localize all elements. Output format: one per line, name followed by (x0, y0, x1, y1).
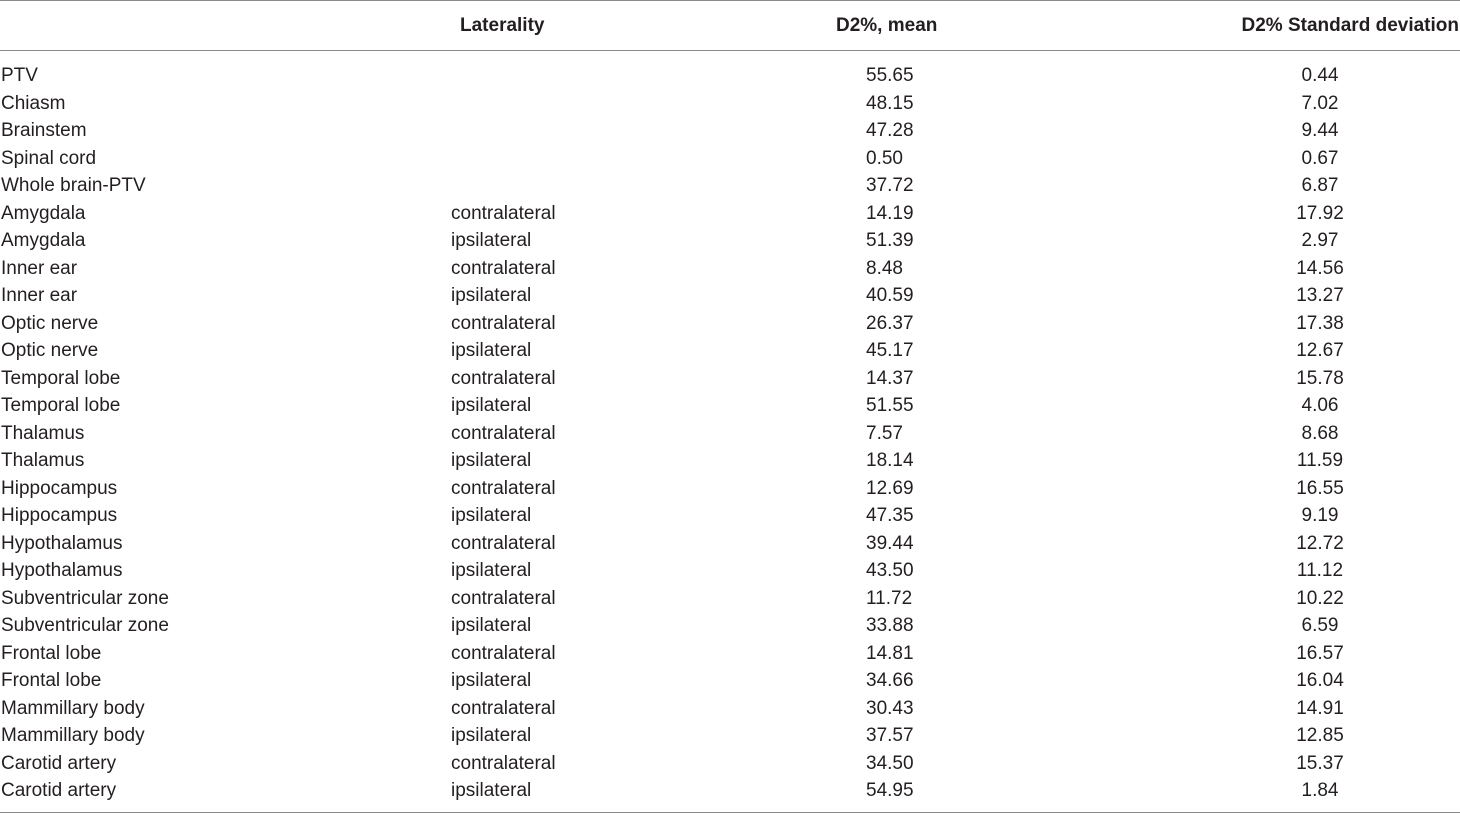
table-row (0, 722, 1460, 750)
structure-cell: Subventricular zone (1, 615, 169, 636)
d2-sd-cell: 16.55 (1296, 477, 1344, 499)
laterality-cell: contralateral (451, 587, 556, 609)
d2-sd-cell: 15.37 (1296, 752, 1344, 774)
table-row (0, 337, 1460, 365)
laterality-cell: ipsilateral (451, 615, 532, 636)
laterality-cell: contralateral (451, 202, 556, 224)
structure-cell: Optic nerve (1, 340, 99, 361)
d2-mean-cell: 0.50 (866, 147, 903, 169)
structure-cell: Spinal cord (1, 147, 97, 169)
d2-sd-cell: 7.02 (1301, 92, 1339, 114)
structure-cell: Hypothalamus (1, 560, 123, 581)
laterality-cell: ipsilateral (451, 670, 532, 691)
table-row (0, 502, 1460, 530)
d2-sd-cell: 11.59 (1296, 450, 1344, 471)
table-row (0, 365, 1460, 393)
laterality-cell: contralateral (451, 312, 556, 334)
table-row (0, 62, 1460, 90)
d2-sd-cell: 4.06 (1301, 395, 1339, 416)
structure-cell: Brainstem (1, 120, 87, 141)
d2-sd-cell: 16.57 (1296, 642, 1344, 664)
laterality-cell: ipsilateral (451, 505, 532, 526)
d2-sd-cell: 8.68 (1301, 422, 1339, 444)
d2-sd-cell: 17.38 (1296, 312, 1344, 334)
d2-sd-cell: 15.78 (1296, 367, 1344, 389)
structure-cell: Thalamus (1, 422, 85, 444)
laterality-cell: ipsilateral (451, 285, 532, 306)
structure-cell: Temporal lobe (1, 367, 121, 389)
table-row (0, 750, 1460, 778)
table-body (0, 62, 1460, 805)
table-row (0, 117, 1460, 145)
d2-mean-cell: 48.15 (866, 92, 914, 114)
d2-sd-cell: 9.19 (1301, 505, 1339, 526)
structure-cell: Frontal lobe (1, 642, 102, 664)
d2-mean-cell: 18.14 (866, 450, 914, 471)
laterality-cell: contralateral (451, 532, 556, 554)
structure-cell: Optic nerve (1, 312, 99, 334)
table-row (0, 667, 1460, 695)
structure-cell: Temporal lobe (1, 395, 121, 416)
structure-cell: Amygdala (1, 202, 86, 224)
d2-sd-cell: 10.22 (1296, 587, 1344, 609)
d2-mean-cell: 11.72 (866, 587, 913, 609)
d2-mean-cell: 40.59 (866, 285, 914, 306)
d2-mean-cell: 14.19 (866, 202, 914, 224)
table-row (0, 695, 1460, 723)
table-row (0, 557, 1460, 585)
structure-cell: Hippocampus (1, 505, 118, 526)
d2-mean-cell: 33.88 (866, 615, 914, 636)
laterality-cell: contralateral (451, 422, 556, 444)
laterality-cell: ipsilateral (451, 340, 532, 361)
d2-mean-cell: 26.37 (866, 312, 914, 334)
laterality-cell: ipsilateral (451, 780, 532, 801)
table-row (0, 200, 1460, 228)
table-row (0, 310, 1460, 338)
laterality-cell: contralateral (451, 367, 556, 389)
laterality-cell: contralateral (451, 642, 556, 664)
d2-mean-cell: 51.55 (866, 395, 914, 416)
d2-mean-cell: 14.81 (866, 642, 914, 664)
table-row (0, 530, 1460, 558)
d2-sd-cell: 12.72 (1296, 532, 1344, 554)
d2-sd-cell: 12.67 (1296, 340, 1344, 361)
header-d2-sd: D2% Standard deviation (1241, 15, 1459, 36)
structure-cell: Mammillary body (1, 725, 145, 746)
d2-mean-cell: 55.65 (866, 65, 914, 86)
table-row (0, 447, 1460, 475)
d2-sd-cell: 12.85 (1296, 725, 1344, 746)
d2-mean-cell: 47.35 (866, 505, 914, 526)
d2-sd-cell: 13.27 (1296, 285, 1344, 306)
d2-mean-cell: 51.39 (866, 230, 914, 251)
structure-cell: Whole brain-PTV (1, 175, 146, 196)
structure-cell: Hypothalamus (1, 532, 123, 554)
table-row (0, 640, 1460, 668)
laterality-cell: ipsilateral (451, 450, 532, 471)
d2-sd-cell: 11.12 (1296, 560, 1344, 581)
d2-sd-cell: 1.84 (1301, 780, 1339, 801)
structure-cell: Frontal lobe (1, 670, 102, 691)
structure-cell: Carotid artery (1, 780, 117, 801)
table-row (0, 585, 1460, 613)
header-d2-mean: D2%, mean (836, 15, 938, 36)
d2-mean-cell: 47.28 (866, 120, 914, 141)
structure-cell: Hippocampus (1, 477, 118, 499)
d2-mean-cell: 34.66 (866, 670, 914, 691)
d2-sd-cell: 0.67 (1301, 147, 1339, 169)
d2-mean-cell: 34.50 (866, 752, 914, 774)
table-bottom-rule (0, 812, 1460, 813)
laterality-cell: ipsilateral (451, 395, 532, 416)
d2-mean-cell: 14.37 (866, 367, 914, 389)
d2-mean-cell: 12.69 (866, 477, 914, 499)
table-row (0, 612, 1460, 640)
structure-cell: Thalamus (1, 450, 85, 471)
table-header (0, 0, 1460, 50)
d2-sd-cell: 0.44 (1301, 65, 1339, 86)
d2-sd-cell: 16.04 (1296, 670, 1344, 691)
structure-cell: Mammillary body (1, 697, 145, 719)
table-row (0, 282, 1460, 310)
laterality-cell: contralateral (451, 257, 556, 279)
d2-sd-cell: 6.87 (1301, 175, 1339, 196)
d2-mean-cell: 37.57 (866, 725, 914, 746)
laterality-cell: ipsilateral (451, 230, 532, 251)
table-row (0, 172, 1460, 200)
table-row (0, 227, 1460, 255)
d2-sd-cell: 6.59 (1301, 615, 1339, 636)
table-row (0, 392, 1460, 420)
table-header-rule (0, 50, 1460, 51)
d2-mean-cell: 37.72 (866, 175, 914, 196)
d2-mean-cell: 30.43 (866, 697, 914, 719)
laterality-cell: ipsilateral (451, 725, 532, 746)
d2-sd-cell: 17.92 (1296, 202, 1344, 224)
table-row (0, 777, 1460, 805)
table-row (0, 90, 1460, 118)
d2-sd-cell: 14.56 (1296, 257, 1344, 279)
table-row (0, 420, 1460, 448)
table-row (0, 145, 1460, 173)
structure-cell: Inner ear (1, 257, 78, 279)
laterality-cell: ipsilateral (451, 560, 532, 581)
laterality-cell: contralateral (451, 697, 556, 719)
d2-sd-cell: 9.44 (1301, 120, 1339, 141)
laterality-cell: contralateral (451, 752, 556, 774)
d2-sd-cell: 14.91 (1296, 697, 1344, 719)
structure-cell: Carotid artery (1, 752, 117, 774)
structure-cell: Inner ear (1, 285, 78, 306)
structure-cell: Chiasm (1, 92, 66, 114)
header-laterality: Laterality (460, 15, 545, 36)
d2-mean-cell: 39.44 (866, 532, 914, 554)
d2-sd-cell: 2.97 (1301, 230, 1339, 251)
table-row (0, 255, 1460, 283)
d2-mean-cell: 45.17 (866, 340, 914, 361)
structure-cell: Amygdala (1, 230, 86, 251)
d2-mean-cell: 7.57 (866, 422, 903, 444)
laterality-cell: contralateral (451, 477, 556, 499)
structure-cell: PTV (1, 65, 38, 86)
table-row (0, 475, 1460, 503)
d2-mean-cell: 8.48 (866, 257, 903, 279)
d2-mean-cell: 54.95 (866, 780, 914, 801)
d2-mean-cell: 43.50 (866, 560, 914, 581)
structure-cell: Subventricular zone (1, 587, 169, 609)
